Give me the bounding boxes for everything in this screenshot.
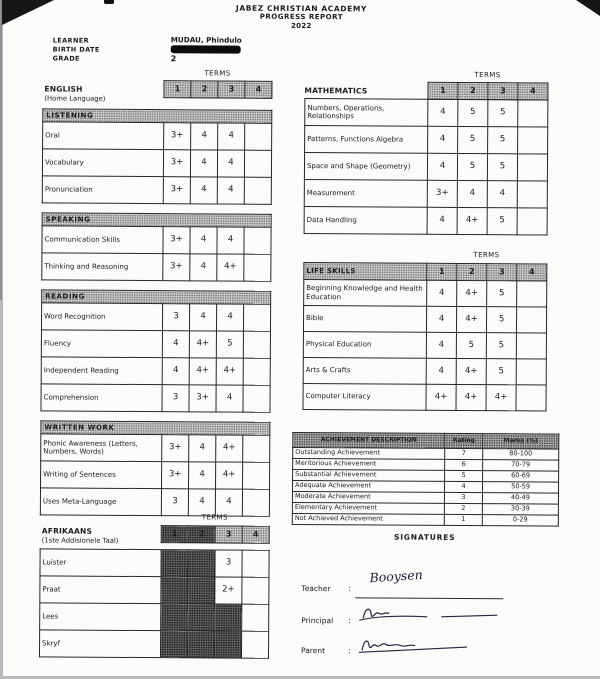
mark-cell <box>245 123 272 150</box>
mark-cell: 2+ <box>215 577 242 604</box>
mark-cell <box>242 577 269 604</box>
achievement-marks: 40-49 <box>482 493 558 504</box>
row-label: Word Recognition <box>41 303 162 331</box>
table-row <box>304 280 547 307</box>
table-row <box>43 122 272 150</box>
mark-cell: 5 <box>458 99 488 126</box>
mark-cell: 4 <box>189 435 216 462</box>
mark-cell: 4 <box>216 304 243 331</box>
mark-cell <box>242 604 269 631</box>
mark-cell: 4+ <box>457 207 487 234</box>
row-label: Beginning Knowledge and Health Education <box>304 280 427 307</box>
row-label: Computer Literacy <box>303 384 426 411</box>
term-header-2: 2 <box>458 82 488 99</box>
table-row <box>39 630 268 658</box>
row-label: Numbers, Operations, Relationships <box>305 99 428 127</box>
section-header: SPEAKING <box>42 213 271 227</box>
mark-cell <box>243 358 270 385</box>
achievement-marks: 50-59 <box>482 482 558 493</box>
mark-cell: 3+ <box>163 177 190 204</box>
row-label: Writing of Sentences <box>41 461 162 489</box>
row-label: Measurement <box>304 180 427 208</box>
mark-cell: 4 <box>162 358 189 385</box>
life-skills-header-row <box>304 263 547 281</box>
mark-cell: 5 <box>486 333 516 359</box>
mathematics-table-block <box>304 70 548 226</box>
birth-date-redaction-bar <box>171 45 241 53</box>
mark-cell <box>517 154 547 181</box>
mark-cell <box>244 150 271 177</box>
achievement-col-header-1: Rating <box>445 433 483 448</box>
mark-cell: 3+ <box>162 462 189 489</box>
learner-label: LEARNER <box>52 36 90 45</box>
term-header-3: 3 <box>218 81 245 98</box>
mark-cell <box>188 550 215 577</box>
mark-cell: 5 <box>486 307 516 333</box>
mark-cell: 4+ <box>457 280 487 306</box>
mark-cell <box>187 631 214 658</box>
mark-cell: 3+ <box>189 385 216 412</box>
mark-cell: 4+ <box>456 306 486 332</box>
mark-cell: 4 <box>428 126 458 153</box>
row-label: Comprehension <box>41 384 162 412</box>
achievement-description: Adequate Achievement <box>292 480 444 492</box>
afrikaans-title: AFRIKAANS <box>41 526 93 536</box>
mark-cell: 3+ <box>163 254 190 281</box>
row-label: Bible <box>303 306 426 333</box>
table-row <box>40 603 269 631</box>
report-content <box>3 0 600 676</box>
mark-cell: 5 <box>487 154 517 181</box>
terms-label: TERMS <box>201 513 228 522</box>
table-row <box>304 153 547 181</box>
mark-cell: 3+ <box>163 150 190 177</box>
table-row <box>41 461 270 489</box>
mark-cell: 4 <box>457 180 487 207</box>
mark-cell: 4 <box>218 123 245 150</box>
terms-header-row <box>164 81 272 99</box>
mark-cell: 5 <box>487 208 517 235</box>
mark-cell: 5 <box>486 359 516 385</box>
mark-cell <box>242 489 269 516</box>
achievement-col-header-2: Marks (%) <box>483 434 559 449</box>
mark-cell: 5 <box>216 331 243 358</box>
life-skills-table <box>302 262 547 411</box>
row-label: Arts & Crafts <box>303 358 426 385</box>
mark-cell: 4 <box>190 177 217 204</box>
mark-cell <box>517 181 547 208</box>
mark-cell: 3+ <box>427 180 457 207</box>
birth-date-label: BIRTH DATE <box>52 45 100 54</box>
table-row <box>42 176 271 204</box>
afrikaans-terms-header <box>161 525 270 544</box>
row-label: Fluency <box>41 330 162 358</box>
mark-cell: 4 <box>217 177 244 204</box>
mark-cell: 4 <box>189 304 216 331</box>
teacher-signature-name: Booysen <box>369 566 424 586</box>
table-row <box>41 357 270 385</box>
mark-cell: 4 <box>426 332 456 358</box>
mark-cell: 5 <box>488 127 518 154</box>
mark-cell: 4 <box>190 227 217 254</box>
report-title: PROGRESS REPORT <box>259 12 344 22</box>
row-label: Phonic Awareness (Letters, Numbers, Words) <box>41 434 162 462</box>
mark-cell: 4 <box>487 181 517 208</box>
mark-cell: 4+ <box>216 462 243 489</box>
scan-artifact-top-mark <box>104 0 114 4</box>
afrikaans-subtitle: (1ste Addisionele Taal) <box>41 536 119 545</box>
mark-cell <box>243 435 270 462</box>
term-header-2: 2 <box>457 263 487 280</box>
signature-label-parent: Parent <box>300 646 326 656</box>
table-row <box>304 180 547 208</box>
mark-cell: 5 <box>488 100 518 127</box>
achievement-row <box>292 513 558 526</box>
term-header-4: 4 <box>242 526 269 543</box>
colon: : <box>348 616 351 626</box>
achievement-description: Elementary Achievement <box>292 502 444 514</box>
mark-cell <box>215 604 242 631</box>
mark-cell: 4+ <box>217 254 244 281</box>
terms-header-row <box>428 82 548 100</box>
mark-cell <box>188 577 215 604</box>
terms-label: TERMS <box>204 69 231 78</box>
mark-cell: 3 <box>215 550 242 577</box>
teacher-signature <box>355 565 507 604</box>
mark-cell: 4 <box>191 123 218 150</box>
mark-cell <box>242 550 269 577</box>
mark-cell: 4 <box>426 306 456 332</box>
english-section-reading <box>40 289 271 412</box>
mark-cell: 4+ <box>216 435 243 462</box>
mark-cell <box>160 631 187 658</box>
signature-label-principal: Principal <box>301 616 334 626</box>
row-label: Data Handling <box>304 207 427 235</box>
mark-cell: 3+ <box>162 435 189 462</box>
achievement-description: Meritorious Achievement <box>293 458 445 470</box>
mark-cell: 4 <box>190 254 217 281</box>
table-row <box>41 330 270 358</box>
terms-header-table <box>427 82 548 101</box>
mark-cell: 3 <box>161 489 188 516</box>
term-header-3: 3 <box>215 526 242 543</box>
row-label: Luister <box>40 549 161 577</box>
english-terms-header <box>163 80 272 99</box>
mark-cell: 4+ <box>189 331 216 358</box>
term-header-1: 1 <box>164 81 191 98</box>
mark-cell: 4 <box>217 150 244 177</box>
row-label: Thinking and Reasoning <box>42 253 163 281</box>
mark-cell <box>516 359 546 385</box>
achievement-marks: 80-100 <box>483 449 559 460</box>
achievement-marks: 60-69 <box>483 471 559 482</box>
term-header-1: 1 <box>427 263 457 280</box>
achievement-rating: 5 <box>445 470 483 481</box>
mark-cell <box>516 385 546 411</box>
terms-label: TERMS <box>474 71 501 80</box>
achievement-marks: 30-39 <box>482 504 558 515</box>
achievement-marks: 70-79 <box>483 460 559 471</box>
mark-cell <box>516 333 546 359</box>
mark-cell: 4+ <box>456 384 486 410</box>
mark-cell: 4+ <box>189 358 216 385</box>
achievement-rating: 3 <box>444 492 482 503</box>
report-year: 2022 <box>290 21 312 31</box>
mathematics-terms-header <box>427 82 548 101</box>
section-header: LISTENING <box>43 109 272 123</box>
mathematics-title: MATHEMATICS <box>304 86 368 96</box>
term-header-4: 4 <box>245 81 272 98</box>
colon: : <box>348 584 352 594</box>
table-row <box>40 549 269 577</box>
mark-cell <box>214 631 241 658</box>
terms-header-row <box>161 526 269 544</box>
term-header-4: 4 <box>517 264 547 281</box>
term-header-3: 3 <box>488 83 518 100</box>
achievement-rating: 7 <box>445 448 483 459</box>
principal-signature <box>355 603 507 628</box>
mark-cell: 4+ <box>426 384 456 410</box>
mark-cell <box>241 631 268 658</box>
grade-label: GRADE <box>52 54 80 63</box>
mark-cell: 4 <box>189 462 216 489</box>
colon: : <box>347 646 351 656</box>
table-row <box>303 358 546 385</box>
english-table-block <box>42 68 272 507</box>
achievement-rating: 2 <box>444 503 482 514</box>
achievement-rating: 4 <box>444 481 482 492</box>
signatures-title: SIGNATURES <box>394 532 456 542</box>
mark-cell: 4+ <box>216 358 243 385</box>
mark-cell <box>244 227 271 254</box>
learner-name: MUDAU, Phindulo <box>170 35 242 45</box>
school-name: JABEZ CHRISTIAN ACADEMY <box>235 3 367 14</box>
mark-cell <box>243 331 270 358</box>
mark-cell <box>243 462 270 489</box>
mark-cell <box>517 281 547 307</box>
mark-cell <box>517 208 547 235</box>
row-label: Praat <box>40 576 161 604</box>
term-header-1: 1 <box>161 526 188 543</box>
mark-cell: 4 <box>216 385 243 412</box>
term-header-1: 1 <box>428 82 458 99</box>
mark-cell: 3+ <box>164 123 191 150</box>
english-section-speaking <box>41 212 271 281</box>
mathematics-table <box>304 98 549 235</box>
life-skills-title: LIFE SKILLS <box>304 263 427 281</box>
mark-cell: 4 <box>427 153 457 180</box>
mark-cell: 5 <box>457 153 487 180</box>
mark-cell <box>161 550 188 577</box>
achievement-description: Moderate Achievement <box>292 491 444 503</box>
english-section-written-work <box>40 420 271 516</box>
row-label: Physical Education <box>303 332 426 359</box>
table-row <box>42 149 271 177</box>
terms-label: TERMS <box>473 251 500 260</box>
mark-cell: 4 <box>426 358 456 384</box>
achievement-header-row <box>293 432 559 449</box>
mark-cell: 3 <box>162 304 189 331</box>
term-header-3: 3 <box>487 264 517 281</box>
row-label: Space and Shape (Geometry) <box>304 153 427 181</box>
section-header: READING <box>42 290 271 304</box>
afrikaans-body <box>39 548 270 658</box>
mark-cell <box>518 127 548 154</box>
table-row <box>41 384 270 412</box>
term-header-2: 2 <box>188 526 215 543</box>
table-row <box>305 99 548 127</box>
achievement-col-header-0: ACHIEVEMENT DESCRIPTION <box>293 432 445 448</box>
mark-cell: 5 <box>456 332 486 358</box>
achievement-description-table <box>292 432 559 527</box>
mark-cell: 3+ <box>163 227 190 254</box>
table-row <box>303 332 546 359</box>
mark-cell <box>516 307 546 333</box>
mark-cell: 4 <box>162 331 189 358</box>
row-label: Vocabulary <box>42 149 163 177</box>
scan-artifact-left-edge <box>0 0 2 300</box>
terms-header-table <box>161 525 270 544</box>
mark-cell: 5 <box>458 126 488 153</box>
mark-cell: 4 <box>427 207 457 234</box>
mark-cell <box>243 385 270 412</box>
english-section-listening <box>42 108 273 204</box>
table-row <box>41 434 270 462</box>
mark-cell: 4 <box>427 280 457 306</box>
row-label: Patterns, Functions Algebra <box>305 126 428 154</box>
term-header-2: 2 <box>191 81 218 98</box>
teacher-signature-line <box>355 597 503 599</box>
table-row <box>305 126 548 154</box>
english-title: ENGLISH <box>44 84 83 94</box>
paper <box>3 0 600 676</box>
mark-cell: 4 <box>428 99 458 126</box>
mark-cell <box>518 100 548 127</box>
afrikaans-table <box>39 548 270 658</box>
mark-cell <box>188 604 215 631</box>
mark-cell: 4 <box>215 489 242 516</box>
mark-cell <box>243 304 270 331</box>
mark-cell <box>244 177 271 204</box>
mark-cell: 3 <box>162 385 189 412</box>
table-row <box>40 576 269 604</box>
achievement-description: Substantial Achievement <box>293 469 445 481</box>
mark-cell: 4 <box>188 489 215 516</box>
section-header: WRITTEN WORK <box>41 421 270 435</box>
achievement-description: Outstanding Achievement <box>293 447 445 459</box>
table-row <box>303 384 546 411</box>
table-row <box>41 303 270 331</box>
achievement-rating: 1 <box>444 514 482 525</box>
row-label: Pronunciation <box>42 176 163 204</box>
mark-cell <box>161 577 188 604</box>
row-label: Oral <box>43 122 164 150</box>
achievement-description: Not Achieved Achievement <box>292 513 444 525</box>
mark-cell <box>161 604 188 631</box>
row-label: Communication Skills <box>42 226 163 254</box>
mark-cell: 5 <box>487 281 517 307</box>
achievement-rating: 6 <box>445 459 483 470</box>
table-row <box>40 488 269 516</box>
mark-cell: 4 <box>217 227 244 254</box>
mathematics-body <box>304 98 549 235</box>
row-label: Lees <box>40 603 161 631</box>
signature-label-teacher: Teacher <box>301 584 331 594</box>
mark-cell: 4+ <box>456 358 486 384</box>
row-label: Independent Reading <box>41 357 162 385</box>
mark-cell: 4 <box>190 150 217 177</box>
table-row <box>42 253 271 281</box>
table-row <box>304 207 547 235</box>
table-row <box>303 306 546 333</box>
achievement-marks: 0-29 <box>482 515 558 526</box>
english-subtitle: (Home Language) <box>44 94 106 103</box>
mark-cell: 4+ <box>486 385 516 411</box>
english-sections <box>40 108 273 525</box>
achievement-table <box>292 432 560 527</box>
parent-signature <box>355 633 507 660</box>
row-label: Skryf <box>39 630 160 658</box>
term-header-4: 4 <box>518 83 548 100</box>
life-skills-table-block <box>303 250 546 402</box>
mark-cell <box>244 254 271 281</box>
life-skills-body <box>302 262 547 411</box>
terms-header-table <box>163 80 272 99</box>
row-label: Uses Meta-Language <box>40 488 161 516</box>
grade-value: 2 <box>170 54 177 64</box>
table-row <box>42 226 271 254</box>
